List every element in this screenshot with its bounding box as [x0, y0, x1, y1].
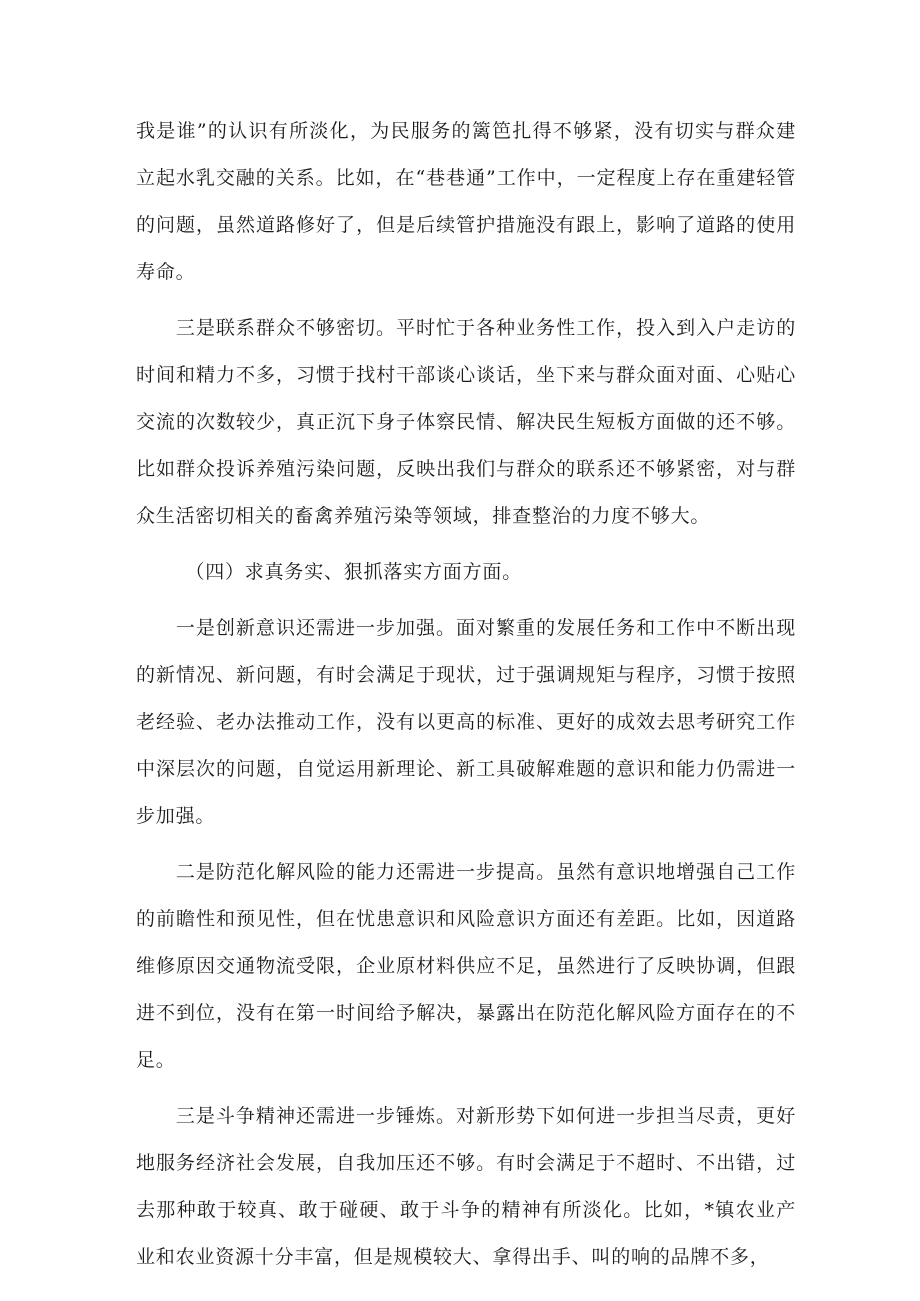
document-body: [136, 108, 796, 1290]
paragraph-point-three-struggle: 三是斗争精神还需进一步锤炼。对新形势下如何进一步担当尽责，更好地服务经济社会发展，自我加压还不够。有时会满足于不超时、不出错，过去那种敢于较真、敢于碰硬、敢于斗争的精神有所淡化。比如，*镇农业产业和农业资源十分丰富，但是规模较大、拿得出手、叫的响的品牌不多，: [136, 1105, 796, 1268]
paragraph-point-three-contact: 三是联系群众不够密切。平时忙于各种业务性工作，投入到入户走访的时间和精力不多，习惯于找村干部谈心谈话，坐下来与群众面对面、心贴心交流的次数较少，真正沉下身子体察民情、解决民生短板方面做的还不够。比如群众投诉养殖污染问题，反映出我们与群众的联系还不够紧密，对与群众生活密切相关的畜禽养殖污染等领域，排查整治的力度不够大。: [136, 317, 796, 527]
section-heading-four: （四）求真务实、狠抓落实方面方面。: [185, 561, 522, 583]
paragraph-continued: 我是谁”的认识有所淡化，为民服务的篱笆扎得不够紧，没有切实与群众建立起水乳交融的关系。比如，在“巷巷通”工作中，一定程度上存在重建轻管的问题，虽然道路修好了，但是后续管护措施没有跟上，影响了道路的使用寿命。: [136, 120, 796, 283]
paragraph-point-two-risk: 二是防范化解风险的能力还需进一步提高。虽然有意识地增强自己工作的前瞻性和预见性，但在忧患意识和风险意识方面还有差距。比如，因道路维修原因交通物流受限，企业原材料供应不足，虽然进行了反映协调，但跟进不到位，没有在第一时间给予解决，暴露出在防范化解风险方面存在的不足。: [136, 861, 796, 1071]
paragraph-point-one-innovation: 一是创新意识还需进一步加强。面对繁重的发展任务和工作中不断出现的新情况、新问题，有时会满足于现状，过于强调规矩与程序，习惯于按照老经验、老办法推动工作，没有以更高的标准、更好的成效去思考研究工作中深层次的问题，自觉运用新理论、新工具破解难题的意识和能力仍需进一步加强。: [136, 617, 796, 827]
